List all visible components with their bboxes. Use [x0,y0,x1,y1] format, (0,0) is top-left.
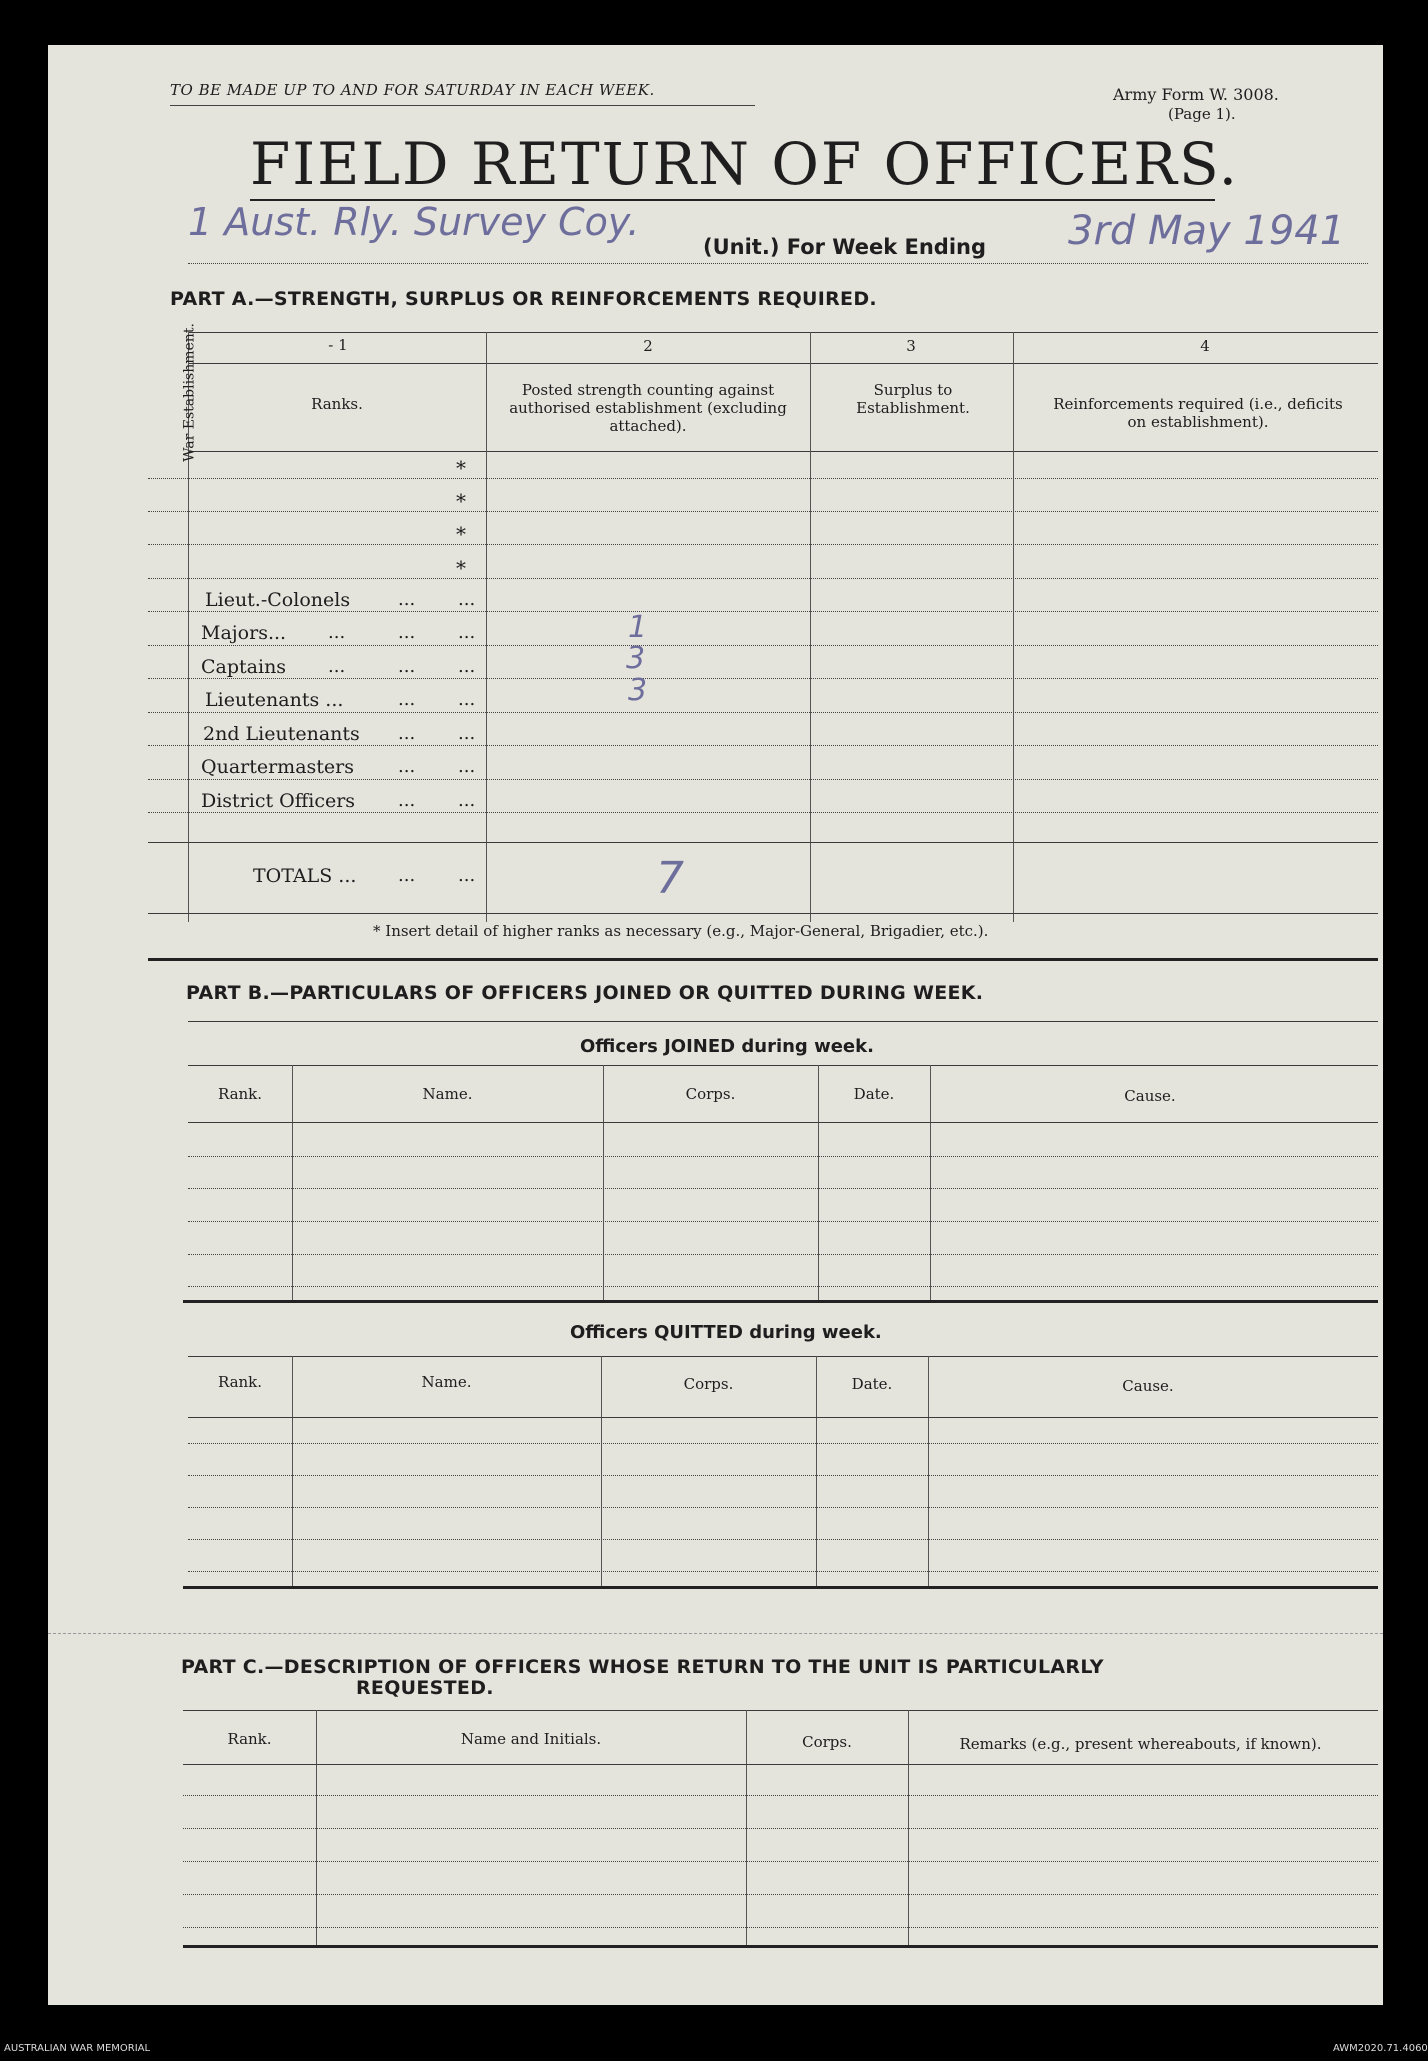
col-reinforcements-header: Reinforcements required (i.e., deficits on establishment). [1053,395,1343,431]
quitted-title: Officers QUITTED during week. [570,1322,882,1343]
rank-lieut-colonels: Lieut.-Colonels [205,589,351,611]
posted-lieutenants-value: 3 [628,673,648,708]
part-c-col-name: Name and Initials. [460,1730,602,1748]
instruction-line: TO BE MADE UP TO AND FOR SATURDAY IN EACH WEEK. [170,81,655,99]
col-number-3: 3 [906,337,916,355]
part-c-col-remarks: Remarks (e.g., present whereabouts, if known). [959,1735,1322,1753]
rank-2nd-lieutenants: 2nd Lieutenants [203,723,360,745]
leader-dots: ... [328,656,346,677]
totals-label: TOTALS ... [253,865,357,887]
posted-captains-value: 3 [626,641,646,676]
quitted-col-corps: Corps. [683,1375,734,1393]
quitted-col-rank: Rank. [217,1373,263,1391]
rank-majors: Majors... [201,622,287,644]
leader-dots: ... [458,756,476,777]
higher-rank-star: * [456,489,466,513]
joined-col-cause: Cause. [1124,1087,1176,1105]
archive-accession: AWM2020.71.4060 [1333,2043,1428,2054]
leader-dots: ... [398,790,416,811]
joined-title: Officers JOINED during week. [580,1036,874,1057]
rank-captains: Captains [201,656,287,678]
totals-value: 7 [656,853,684,904]
part-c-heading-line1: PART C.—DESCRIPTION OF OFFICERS WHOSE RETURN TO THE UNIT IS PARTICULARLY [181,1656,1104,1678]
joined-col-name: Name. [422,1085,473,1103]
unit-label: (Unit.) For Week Ending [703,235,986,259]
leader-dots: ... [458,790,476,811]
leader-dots: ... [398,589,416,610]
rank-district-officers: District Officers [201,790,356,812]
higher-rank-star: * [456,456,466,480]
rank-quartermasters: Quartermasters [201,756,354,778]
leader-dots: ... [398,622,416,643]
page-number: (Page 1). [1168,105,1236,123]
unit-handwritten: 1 Aust. Rly. Survey Coy. [188,200,640,244]
quitted-col-cause: Cause. [1122,1377,1174,1395]
rank-lieutenants: Lieutenants ... [205,689,344,711]
leader-dots: ... [398,656,416,677]
leader-dots: ... [458,622,476,643]
week-ending-handwritten: 3rd May 1941 [1068,208,1346,254]
part-c-col-rank: Rank. [227,1730,272,1748]
leader-dots: ... [458,723,476,744]
higher-rank-star: * [456,556,466,580]
col-posted-header: Posted strength counting against authorised establishment (excluding attached). [509,381,787,435]
leader-dots: ... [398,756,416,777]
archive-credit: AUSTRALIAN WAR MEMORIAL [4,2043,151,2054]
posted-majors-value: 1 [628,610,648,645]
part-a-footnote: * Insert detail of higher ranks as necessary (e.g., Major-General, Brigadier, etc.). [373,922,989,940]
form-number: Army Form W. 3008. [1113,85,1279,104]
page-title: FIELD RETURN OF OFFICERS. [250,130,1240,198]
joined-col-date: Date. [853,1085,895,1103]
higher-rank-star: * [456,522,466,546]
leader-dots: ... [328,622,346,643]
leader-dots: ... [458,689,476,710]
part-a-heading: PART A.—STRENGTH, SURPLUS OR REINFORCEMENTS REQUIRED. [170,288,877,310]
leader-dots: ... [398,689,416,710]
part-b-heading: PART B.—PARTICULARS OF OFFICERS JOINED OR QUITTED DURING WEEK. [186,982,984,1004]
leader-dots: ... [458,589,476,610]
col-number-4: 4 [1200,337,1210,355]
quitted-col-name: Name. [421,1373,472,1391]
col-number-1: - 1 [328,336,348,354]
form-page [48,45,1383,2005]
war-establishment-label: War Establishment. [181,323,198,462]
quitted-col-date: Date. [851,1375,893,1393]
col-ranks-header: Ranks. [311,395,363,413]
joined-col-corps: Corps. [685,1085,736,1103]
leader-dots: ... [458,656,476,677]
col-surplus-header: Surplus to Establishment. [856,381,970,417]
leader-dots: ... [398,865,416,886]
leader-dots: ... [398,723,416,744]
part-c-col-corps: Corps. [802,1733,852,1751]
col-number-2: 2 [643,337,653,355]
joined-col-rank: Rank. [217,1085,263,1103]
part-c-heading-line2: REQUESTED. [356,1677,494,1699]
leader-dots: ... [458,865,476,886]
